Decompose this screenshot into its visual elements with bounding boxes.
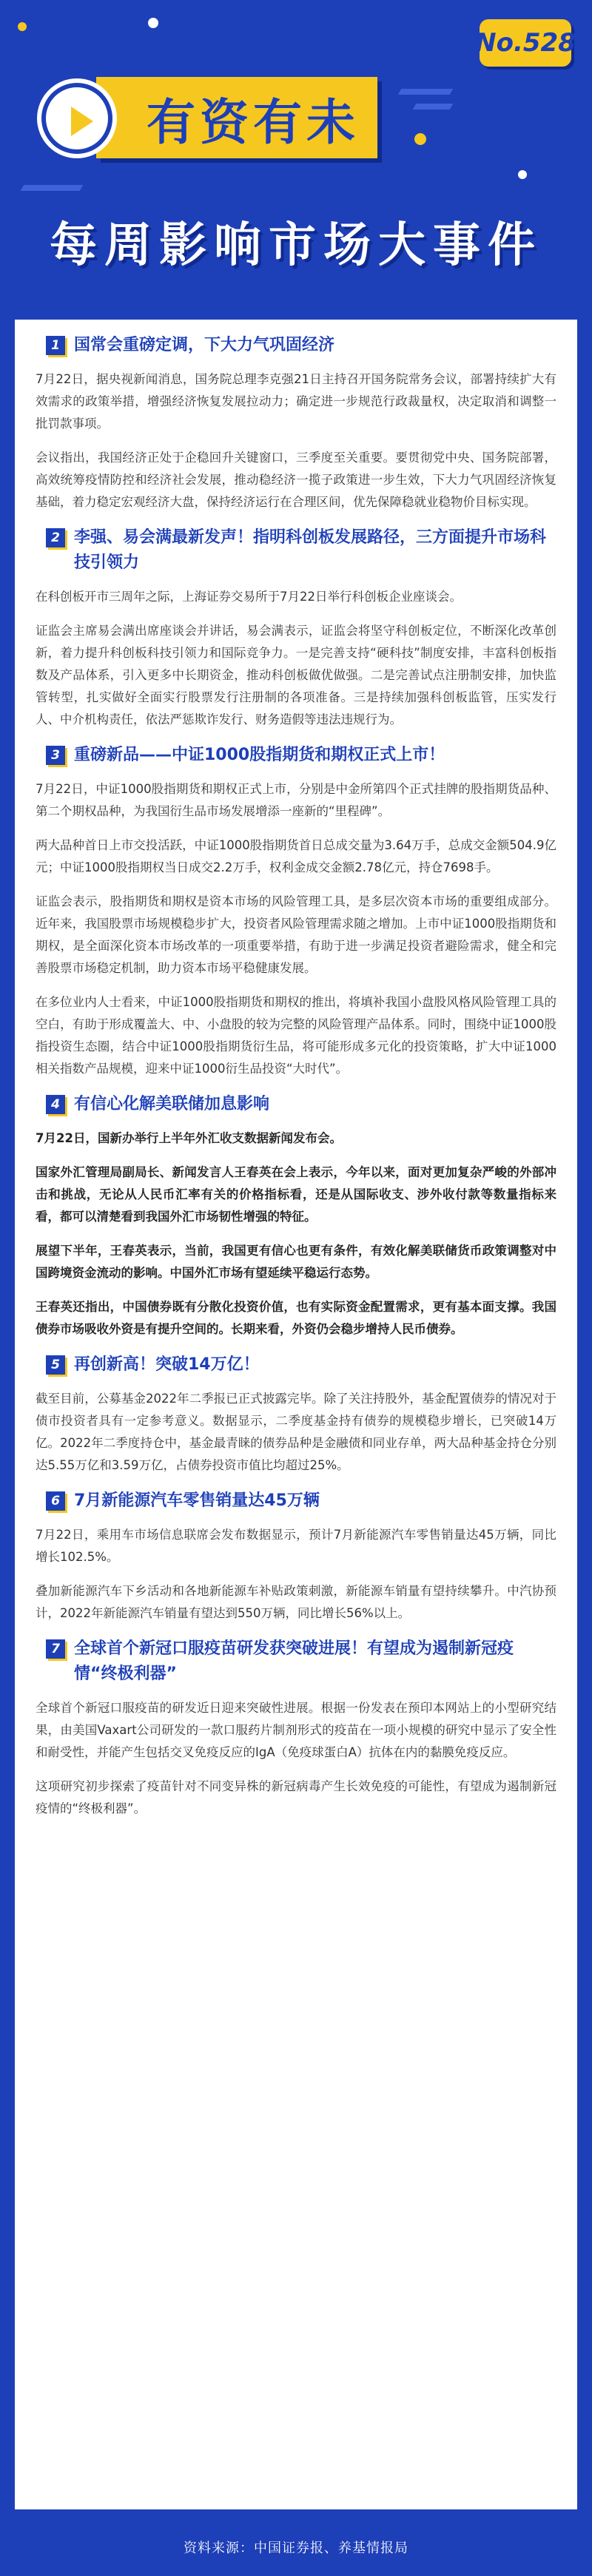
decor-dot [18,22,27,31]
section-title: 重磅新品——中证1000股指期货和期权正式上市！ [74,746,445,764]
section-header [36,1488,556,1514]
section-title: 国常会重磅定调，下大力气巩固经济 [74,336,335,354]
issue-number-badge: No.528 [480,19,571,67]
news-section [36,743,556,1080]
section-header [36,1092,556,1117]
play-triangle [71,107,93,136]
section-title: 再创新高！突破14万亿！ [74,1355,260,1374]
section-paragraph: 会议指出，我国经济正处于企稳回升关键窗口，三季度至关重要。要贯彻党中央、国务院部署，高效统筹疫情防控和经济社会发展，推动稳经济一揽子政策进一步生效，下大力气巩固经济恢复基础，着力稳定宏观经济大盘，保持经济运行在合理区间，优先保障稳就业稳物价目标实现。 [36,451,556,509]
section-number: 4 [46,1095,65,1114]
decor-dot [414,133,426,145]
section-number: 7 [46,1639,65,1659]
section-paragraph: 截至目前，公募基金2022年二季报已正式披露完毕。除了关注持股外，基金配置债券的情况对于债市投资者具有一定参考意义。数据显示，二季度基金持有债券的规模稳步增长，已突破14万亿。2022年二季度持仓中，基金最青睐的债券品种是金融债和同业存单，两大品种基金持仓分别达5.55万亿和3.59万亿，占债券投资市值比均超过25%。 [36,1392,556,1472]
section-header [36,1636,556,1687]
play-icon [41,83,112,154]
section-paragraph: 展望下半年，王春英表示，当前，我国更有信心也更有条件，有效化解美联储货币政策调整对中国跨境资金流动的影响。中国外汇市场有望延续平稳运行态势。 [36,1244,556,1280]
section-paragraph: 7月22日，中证1000股指期货和期权正式上市，分别是中金所第四个正式挂牌的股指期货品种、第二个期权品种，为我国衍生品市场发展增添一座新的“里程碑”。 [36,782,556,818]
news-section [36,525,556,731]
section-header [36,1352,556,1378]
section-paragraph: 在多位业内人士看来，中证1000股指期货和期权的推出，将填补我国小盘股风格风险管理工具的空白，有助于形成覆盖大、中、小盘股的较为完整的风险管理产品体系。同时，围绕中证1000股指投资生态圈，结合中证1000股指期货衍生品，将可能形成多元化的投资策略，扩大中证1000相关指数产品规模，迎来中证1000衍生品投资“大时代”。 [36,995,556,1076]
decor-dot [148,18,158,28]
decor-stripe [21,185,84,191]
section-title: 全球首个新冠口服疫苗研发获突破进展！有望成为遏制新冠疫情“终极利器” [74,1639,514,1683]
section-header [36,525,556,576]
page-title-box [96,77,377,158]
page-title: 有资有未 [147,93,360,151]
section-paragraph: 证监会主席易会满出席座谈会并讲话，易会满表示，证监会将坚守科创板定位，不断深化改革创新，着力提升科创板科技引领力和国际竞争力。一是完善支持“硬科技”制度安排，丰富科创板指数及产品体系，引入更多中长期资金，推动科创板做优做强。二是完善试点注册制安排，加快监管转型，扎实做好全面实行股票发行注册制的各项准备。三是持续加强科创板监管，压实发行人、中介机构责任，依法严惩欺诈发行、财务造假等违法违规行为。 [36,624,556,726]
decor-stripe [413,104,454,109]
section-paragraph: 在科创板开市三周年之际，上海证券交易所于7月22日举行科创板企业座谈会。 [36,590,462,604]
section-paragraph: 全球首个新冠口服疫苗的研发近日迎来突破性进展。根据一份发表在预印本网站上的小型研究结果，由美国Vaxart公司研发的一款口服药片制剂形式的疫苗在一项小规模的研究中显示了安全性和耐受性，并能产生包括交叉免疫反应的IgA（免疫球蛋白A）抗体在内的黏膜免疫反应。 [36,1701,556,1759]
section-paragraph: 国家外汇管理局副局长、新闻发言人王春英在会上表示，今年以来，面对更加复杂严峻的外部冲击和挑战，无论从人民币汇率有关的价格指标看，还是从国际收支、涉外收付款等数量指标来看，都可以清楚看到我国外汇市场韧性增强的特征。 [36,1165,556,1224]
section-title: 李强、易会满最新发声！指明科创板发展路径，三方面提升市场科技引领力 [74,528,547,572]
page-subtitle: 每周影响市场大事件 [50,218,542,273]
news-section [36,1352,556,1477]
news-section [36,1636,556,1820]
news-section [36,1092,556,1341]
header-banner [0,0,592,311]
section-paragraph: 7月22日，乘用车市场信息联席会发布数据显示，预计7月新能源汽车零售销量达45万辆，同比增长102.5%。 [36,1528,556,1564]
decor-dot [518,170,527,179]
content-card [15,320,577,2509]
section-paragraph: 证监会表示，股指期货和期权是资本市场的风险管理工具，是多层次资本市场的重要组成部分。近年来，我国股票市场规模稳步扩大，投资者风险管理需求随之增加。上市中证1000股指期货和期权，是全面深化资本市场改革的一项重要举措，有助于进一步满足投资者避险需求，健全和完善股票市场稳定机制，助力资本市场平稳健康发展。 [36,894,556,975]
section-paragraph: 7月22日，国新办举行上半年外汇收支数据新闻发布会。 [36,1131,342,1145]
section-title: 有信心化解美联储加息影响 [74,1095,270,1113]
section-number: 1 [46,336,65,355]
decor-stripe [398,89,454,95]
source-footer: 资料来源：中国证券报、养基情报局 [184,2540,408,2556]
section-paragraph: 这项研究初步探索了疫苗针对不同变异株的新冠病毒产生长效免疫的可能性，有望成为遏制新冠疫情的“终极利器”。 [36,1779,556,1815]
section-number: 2 [46,528,65,547]
news-section [36,1488,556,1625]
section-number: 3 [46,746,65,765]
news-section [36,333,556,513]
section-header [36,333,556,358]
section-title: 7月新能源汽车零售销量达45万辆 [74,1491,320,1510]
section-paragraph: 叠加新能源汽车下乡活动和各地新能源车补贴政策刺激，新能源车销量有望持续攀升。中汽协预计，2022年新能源汽车销量有望达到550万辆，同比增长56%以上。 [36,1584,556,1620]
section-number: 5 [46,1355,65,1375]
section-paragraph: 两大品种首日上市交投活跃，中证1000股指期货首日总成交量为3.64万手，总成交金额504.9亿元；中证1000股指期权当日成交2.2万手，权利金成交金额2.78亿元，持仓7698手。 [36,838,556,874]
section-header [36,743,556,768]
section-paragraph: 王春英还指出，中国债券既有分散化投资价值，也有实际资金配置需求，更有基本面支撑。我国债券市场吸收外资是有提升空间的。长期来看，外资仍会稳步增持人民币债券。 [36,1300,556,1336]
section-paragraph: 7月22日，据央视新闻消息，国务院总理李克强21日主持召开国务院常务会议，部署持续扩大有效需求的政策举措，增强经济恢复发展拉动力；确定进一步规范行政裁量权，决定取消和调整一批罚款事项。 [36,372,556,431]
section-number: 6 [46,1491,65,1511]
